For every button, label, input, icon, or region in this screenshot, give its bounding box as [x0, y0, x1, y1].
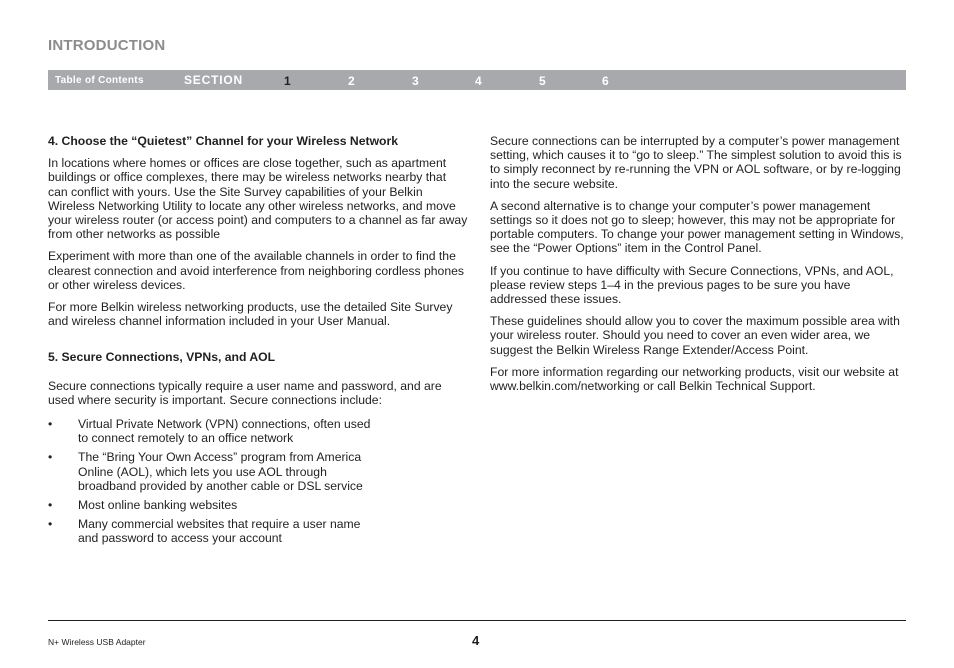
section-nav-bar — [48, 70, 906, 90]
section-link-1[interactable]: 1 — [284, 74, 291, 88]
paragraph: Secure connections typically require a user name and password, and are used where security is important. Secure connections include: — [48, 378, 442, 407]
page-number: 4 — [472, 633, 480, 648]
section-link-5[interactable]: 5 — [539, 74, 546, 88]
paragraph: These guidelines should allow you to cover the maximum possible area with your wireless router. Should you need to cover an even wider area, we suggest the Belkin Wireless Range Extender/Access Point. — [490, 314, 900, 357]
list-item-text: The “Bring Your Own Access” program from America Online (AOL), which lets you use AOL through broadband provided by another cable or DSL service — [78, 450, 363, 493]
right-column — [490, 134, 906, 401]
section-link-2[interactable]: 2 — [348, 74, 355, 88]
quietest-channel-heading: 4. Choose the “Quietest” Channel for your Wireless Network — [48, 134, 399, 148]
footer-divider — [48, 620, 906, 621]
list-item-text: Many commercial websites that require a user name and password to access your account — [78, 517, 361, 546]
footer-product-name: N+ Wireless USB Adapter — [48, 637, 146, 647]
section-link-3[interactable]: 3 — [412, 74, 419, 88]
list-item — [48, 517, 378, 545]
secure-connections-heading: 5. Secure Connections, VPNs, and AOL — [48, 350, 276, 365]
paragraph: Experiment with more than one of the available channels in order to find the clearest connection and avoid interference from neighboring cordless phones or other wireless devices. — [48, 249, 464, 292]
secure-connections-list — [48, 417, 468, 546]
list-item — [48, 450, 378, 493]
paragraph: A second alternative is to change your computer’s power management settings so it does not go to sleep; however, this may not be appropriate for portable computers. To change your power management setting in Windows, see the “Power Options” item in the Control Panel. — [490, 198, 904, 256]
section-link-4[interactable]: 4 — [475, 74, 482, 88]
page-section-title: INTRODUCTION — [48, 37, 166, 54]
paragraph: If you continue to have difficulty with Secure Connections, VPNs, and AOL, please review steps 1–4 in the previous pages to be sure you have addressed these issues. — [490, 263, 894, 307]
bullet-icon: • — [48, 517, 53, 532]
section-label: SECTION — [184, 73, 243, 87]
paragraph: For more Belkin wireless networking products, use the detailed Site Survey and wireless channel information included in your User Manual. — [48, 300, 453, 329]
list-item-text: Most online banking websites — [78, 498, 238, 513]
list-item — [48, 417, 378, 445]
section-link-6[interactable]: 6 — [602, 74, 609, 88]
paragraph: For more information regarding our networking products, visit our website at www.belkin.com/networking or call Belkin Technical Support. — [490, 364, 899, 394]
list-item-text: Virtual Private Network (VPN) connections, often used to connect remotely to an office network — [78, 417, 371, 446]
bullet-icon: • — [48, 417, 53, 432]
list-item — [48, 498, 378, 512]
table-of-contents-link[interactable]: Table of Contents — [55, 75, 144, 86]
left-column — [48, 134, 468, 551]
paragraph: Secure connections can be interrupted by a computer’s power management setting, which causes it to “go to sleep.” The simplest solution to avoid this is to simply reconnect by re-running the VPN or AOL software, or by re-logging into the secure website. — [490, 134, 902, 191]
paragraph: In locations where homes or offices are close together, such as apartment buildings or office complexes, there may be wireless networks nearby that can conflict with yours. Use the Site Survey capabilities of your Belkin Wireless Networking Utility to locate any other wireless networks, and move your wireless router (or access point) and computers to a channel as far away from other networks as possible — [48, 156, 468, 242]
bullet-icon: • — [48, 498, 53, 513]
bullet-icon: • — [48, 450, 53, 465]
